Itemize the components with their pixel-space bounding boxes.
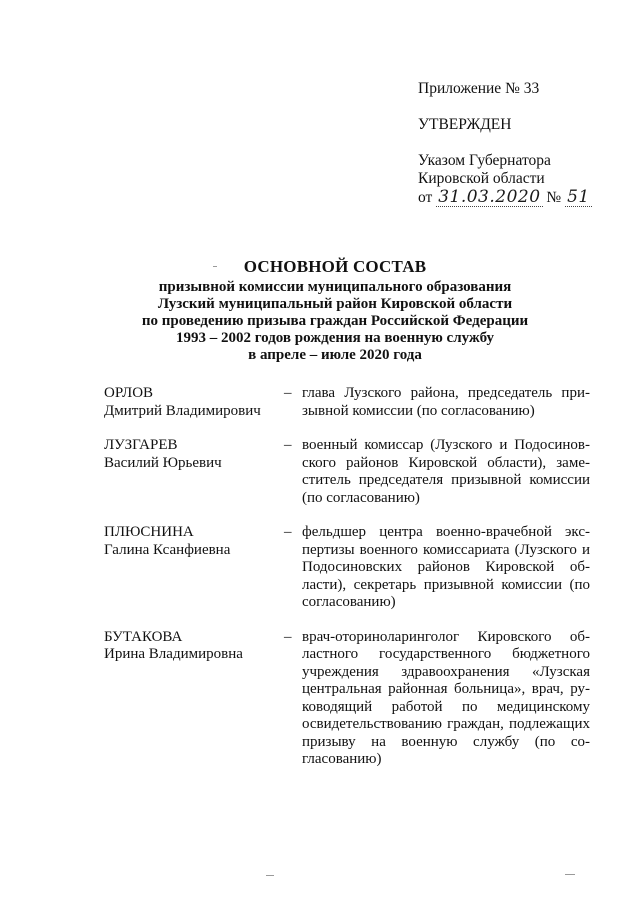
member-entry [104,385,590,420]
member-role: военный комиссар (Лузского и Подосиновского районов Кировской области), заместитель председателя призывной комиссии (по согласованию) [302,437,590,506]
member-name [104,385,284,420]
member-dash: – [284,385,292,401]
member-surname: ОРЛОВ [104,385,154,401]
member-surname: БУТАКОВА [104,628,183,645]
decree-issuer-line2: Кировской области [418,170,545,187]
approved-label: УТВЕРЖДЕН [418,116,512,133]
member-name [104,437,284,472]
scan-speck [565,874,575,875]
member-entry [104,437,590,507]
title-line: призывной комиссии муниципального образования [158,279,512,295]
decree-issuer-line1: Указом Губернатора [418,152,551,169]
approval-block [418,80,618,207]
member-dash: – [284,437,292,453]
member-name [104,524,284,559]
member-dash: – [284,628,292,645]
member-entry [104,629,590,769]
title-line: по проведению призыва граждан Российской Федерации [141,313,529,329]
member-entry [104,524,590,612]
scan-speck [213,266,217,267]
member-dash: – [284,524,292,540]
member-given-names: Ирина Владимировна [104,646,243,662]
member-given-names: Дмитрий Владимирович [104,402,261,419]
scan-speck [266,875,274,876]
date-prefix: от [418,189,433,206]
title-line: Лузский муниципальный район Кировской области [157,296,513,312]
member-surname: ПЛЮСНИНА [104,524,194,540]
appendix-number: Приложение № 33 [418,80,540,97]
member-name [104,629,284,664]
handwritten-number: 51 [567,187,590,207]
title-line: 1993 – 2002 годов рождения на военную службу [175,330,495,346]
decree-date-number [418,188,618,207]
member-given-names: Василий Юрьевич [104,454,222,471]
members-list [104,385,590,769]
member-surname: ЛУЗГАРЕВ [104,437,178,453]
member-role: глава Лузского района, председатель призывной комиссии (по согласованию) [302,385,590,419]
member-given-names: Галина Ксанфиевна [104,541,231,558]
title-line: в апреле – июле 2020 года [248,347,422,363]
title-main: ОСНОВНОЙ СОСТАВ [243,257,427,276]
member-role: фельдшер центра военно-врачебной экспертизы военного комиссариата (Лузского и Подосиновских районов Кировской области), секретарь призывной комиссии (по согласованию) [302,524,590,610]
handwritten-date: 31.03.2020 [438,187,541,207]
document-title [80,256,590,364]
number-prefix: № [546,189,562,206]
member-role: врач-оториноларинголог Кировского областного государственного бюджетного учреждения здравоохранения «Лузская центральная районная больница», врач, руководящий работой по медицинскому освидетельствованию граждан, подлежащих призыву на военную службу (по согласованию) [302,628,590,767]
